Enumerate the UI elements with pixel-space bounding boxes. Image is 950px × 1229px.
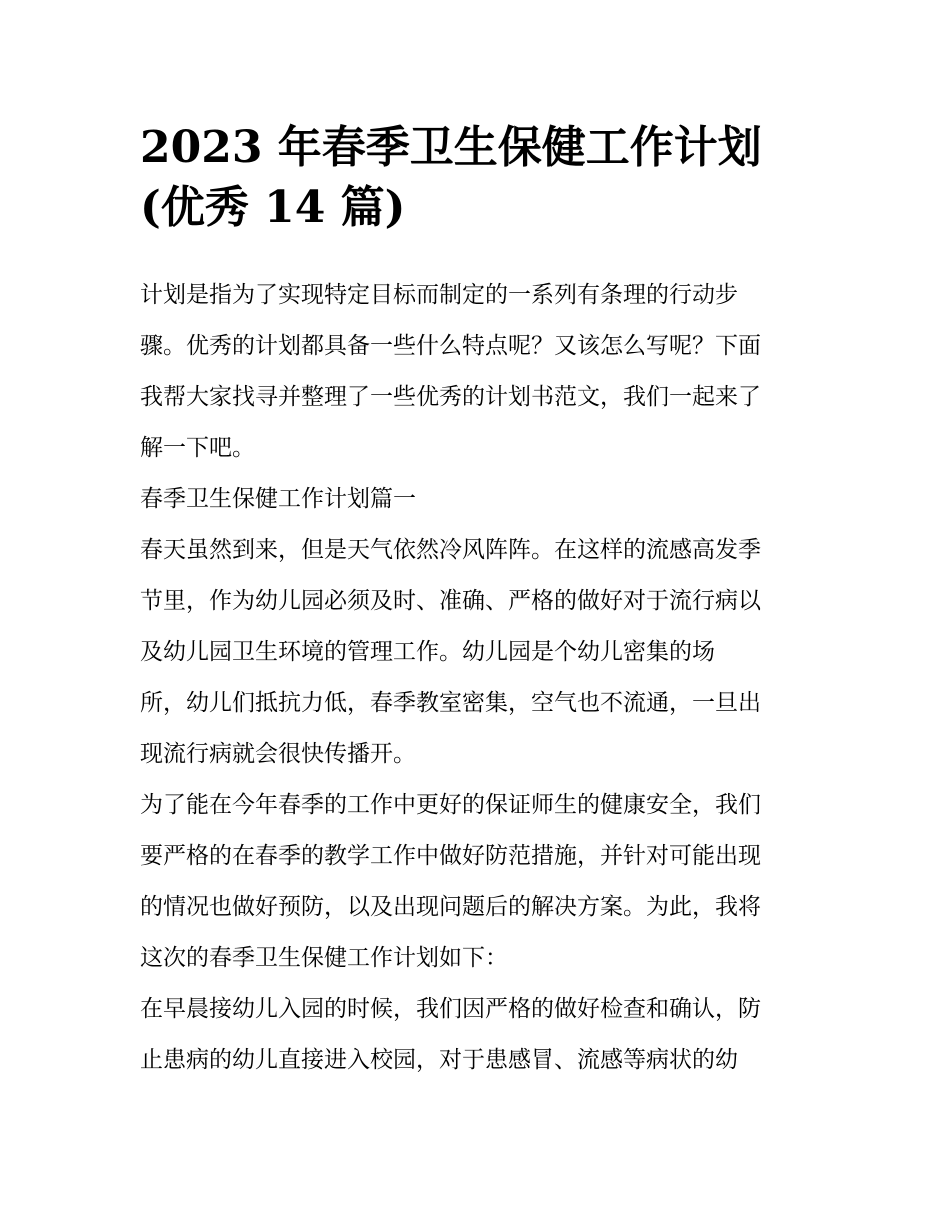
body-line: 计划是指为了实现特定目标而制定的一系列有条理的行动步 (140, 282, 738, 308)
body-line: 为了能在今年春季的工作中更好的保证师生的健康安全，我们 (140, 792, 761, 818)
body-line: 在早晨接幼儿入园的时候，我们因严格的做好检查和确认，防 (140, 996, 761, 1022)
body-line: 春天虽然到来，但是天气依然冷风阵阵。在这样的流感高发季 (140, 537, 761, 563)
body-line: 这次的春季卫生保健工作计划如下： (140, 945, 508, 971)
document-title (140, 118, 820, 238)
body-line: 所，幼儿们抵抗力低，春季教室密集，空气也不流通，一旦出 (140, 690, 761, 716)
body-line: 节里，作为幼儿园必须及时、准确、严格的做好对于流行病以 (140, 588, 761, 614)
section-heading: 春季卫生保健工作计划篇一 (140, 486, 416, 512)
body-line: 我帮大家找寻并整理了一些优秀的计划书范文，我们一起来了 (140, 384, 761, 410)
body-line: 止患病的幼儿直接进入校园，对于患感冒、流感等病状的幼 (140, 1047, 738, 1073)
body-line: 骤。优秀的计划都具备一些什么特点呢？又该怎么写呢？下面 (140, 333, 761, 359)
body-line: 的情况也做好预防，以及出现问题后的解决方案。为此，我将 (140, 894, 761, 920)
title-line: (优秀 14 篇) (140, 182, 406, 233)
body-line: 及幼儿园卫生环境的管理工作。幼儿园是个幼儿密集的场 (140, 639, 715, 665)
title-line: 2023 年春季卫生保健工作计划 (140, 122, 762, 173)
document-body (140, 270, 820, 1086)
body-line: 解一下吧。 (140, 435, 255, 461)
document-page (140, 118, 820, 1086)
body-line: 要严格的在春季的教学工作中做好防范措施，并针对可能出现 (140, 843, 761, 869)
body-line: 现流行病就会很快传播开。 (140, 741, 416, 767)
